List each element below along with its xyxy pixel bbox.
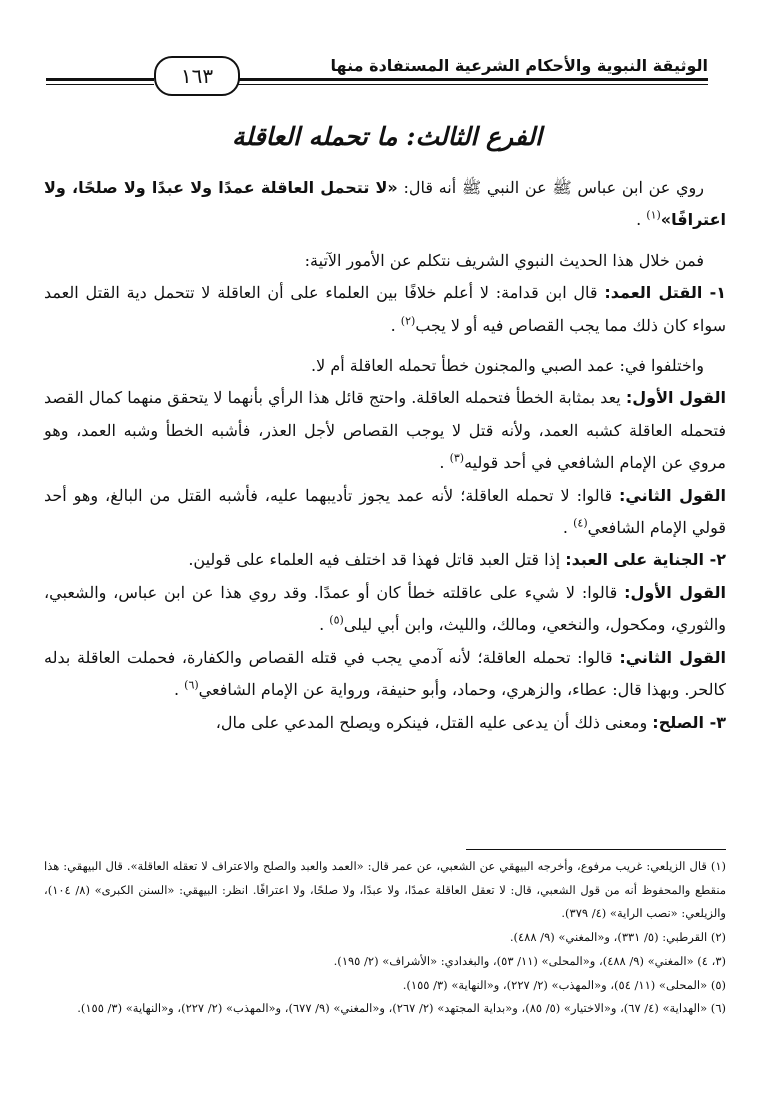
footnote-3-4: (٣، ٤) «المغني» (٩/ ٤٨٨)، و«المحلى» (١١/ ٥٣)، والبغدادي: «الأشراف» (٢/ ١٩٥). [333, 953, 726, 968]
paragraph-opinion-2a: القول الثاني: قالوا: لا تحمله العاقلة؛ لأنه عمد يجوز تأديبهما عليه، فأشبه القتل من البالغ، وهو أحد قولي الإمام الشافعي$^{(٤)}$ . [44, 485, 726, 538]
paragraph-crime-on-slave: ٢- الجناية على العبد: إذا قتل العبد قاتل فهذا قد اختلف فيه العلماء على قولين. [188, 550, 726, 570]
heading-intentional-killing: ١- القتل العمد: [604, 283, 726, 303]
paragraph-intro: فمن خلال هذا الحديث النبوي الشريف نتكلم عن الأمور الآتية: [304, 250, 704, 270]
heading-settlement: ٣- الصلح: [652, 712, 726, 732]
paragraph-settlement: ٣- الصلح: ومعنى ذلك أن يدعى عليه القتل، فينكره ويصلح المدعي على مال، [215, 712, 726, 732]
footnote-1: (١) قال الزيلعي: غريب مرفوع، وأخرجه البيهقي عن الشعبي، عن عمر قال: «العمد والعبد والصلح والاعتراف لا تعقله العاقلة». قال البيهقي: هذا منقطع والمحفوظ أنه من قول الشعبي، قال: لا تعقل العاقلة عمدًا، ولا عبدًا، ولا صلحًا، ولا اعترافًا. انظر: البيهقي: «السنن الكبرى» (٨/ ١٠٤)، والزيلعي: «نصب الراية» (٤/ ٣٧٩). [44, 859, 726, 921]
footnote-ref-5[interactable]: (٥) [329, 613, 344, 627]
footnote-ref-3[interactable]: (٣) [449, 451, 465, 465]
paragraph-opinion-2b: القول الثاني: قالوا: تحمله العاقلة؛ لأنه آدمي يجب في قتله القصاص والكفارة، فحملت العاقلة بدله كالحر. وبهذا قال: عطاء، والزهري، وحماد، وأبو حنيفة، ورواية عن الإمام الشافعي$^{(٦)}$ . [44, 647, 726, 700]
page-number: ١٦٣ [154, 56, 240, 96]
footnote-6: (٦) «الهداية» (٤/ ٦٧)، و«الاختيار» (٥/ ٨٥)، و«بداية المجتهد» (٢/ ٢٦٧)، و«المغني» (٩/ ٦٧٧)، و«المهذب» (٢/ ٢٢٧)، و«النهاية» (٣/ ١٥٥). [77, 1001, 726, 1016]
footnote-ref-1[interactable]: (١) [646, 209, 661, 223]
header-rule-thick [174, 78, 708, 81]
paragraph-opinion-1a: القول الأول: يعد بمثابة الخطأ فتحمله العاقلة. واحتج قائل هذا الرأي بأنهما لا يتحقق منهما كمال القصد فتحمله العاقلة كشبه العمد، ولأنه قتل لا يوجب القصاص لأجل العذر، فأشبه الخطأ وشبه العمد، وهو مروي عن الإمام الشافعي في أحد قوليه$^{(٣)}$ . [44, 388, 726, 473]
header-rule-left-thick [46, 78, 154, 81]
footnote-5: (٥) «المحلى» (١١/ ٥٤)، و«المهذب» (٢/ ٢٢٧)، و«النهاية» (٣/ ١٥٥). [402, 977, 726, 992]
footnote-2: (٢) القرطبي: (٥/ ٣٣١)، و«المغني» (٩/ ٤٨٨). [509, 930, 726, 945]
footnote-ref-2[interactable]: (٢) [400, 314, 416, 328]
footnote-separator [466, 849, 726, 850]
footnote-ref-6[interactable]: (٦) [184, 678, 199, 692]
section-title: الفرع الثالث: ما تحمله العاقلة [232, 122, 542, 151]
heading-second-opinion: القول الثاني: [619, 485, 726, 505]
heading-crime-on-slave: ٢- الجناية على العبد: [565, 550, 726, 570]
main-text [44, 172, 726, 739]
heading-first-opinion: القول الأول: [625, 388, 726, 408]
heading-first-opinion: القول الأول: [624, 582, 726, 602]
footnotes [44, 855, 726, 1021]
paragraph-opinion-1b: القول الأول: قالوا: لا شيء على عاقلته خطأ كان أو عمدًا. وقد روي هذا عن ابن عباس، والشعبي، والثوري، ومكحول، والنخعي، ومالك، والليث، وابن أبي ليلى$^{(٥)}$ . [44, 582, 726, 635]
footnote-ref-4[interactable]: (٤) [573, 516, 588, 530]
hadith-quote: «لا تتحمل العاقلة عمدًا ولا عبدًا ولا صلحًا، ولا اعترافًا» [44, 178, 726, 230]
page-header [46, 50, 708, 102]
running-title: الوثيقة النبوية والأحكام الشرعية المستفادة منها [330, 56, 708, 75]
paragraph-hadith: روي عن ابن عباس ﷺ عن النبي ﷺ أنه قال: «لا تتحمل العاقلة عمدًا ولا عبدًا ولا صلحًا، ولا اعترافًا»$^{(١)}$ . [44, 178, 726, 230]
heading-second-opinion: القول الثاني: [619, 647, 726, 667]
paragraph-disagreement: واختلفوا في: عمد الصبي والمجنون خطأ تحمله العاقلة أم لا. [311, 356, 704, 376]
header-rule-thin [174, 84, 708, 85]
header-rule-left-thin [46, 84, 154, 85]
paragraph-intentional-killing: ١- القتل العمد: قال ابن قدامة: لا أعلم خلافًا بين العلماء على أن العاقلة لا تتحمل دية القتل العمد سواء كان ذلك مما يجب القصاص فيه أو لا يجب$^{(٢)}$ . [44, 283, 726, 335]
